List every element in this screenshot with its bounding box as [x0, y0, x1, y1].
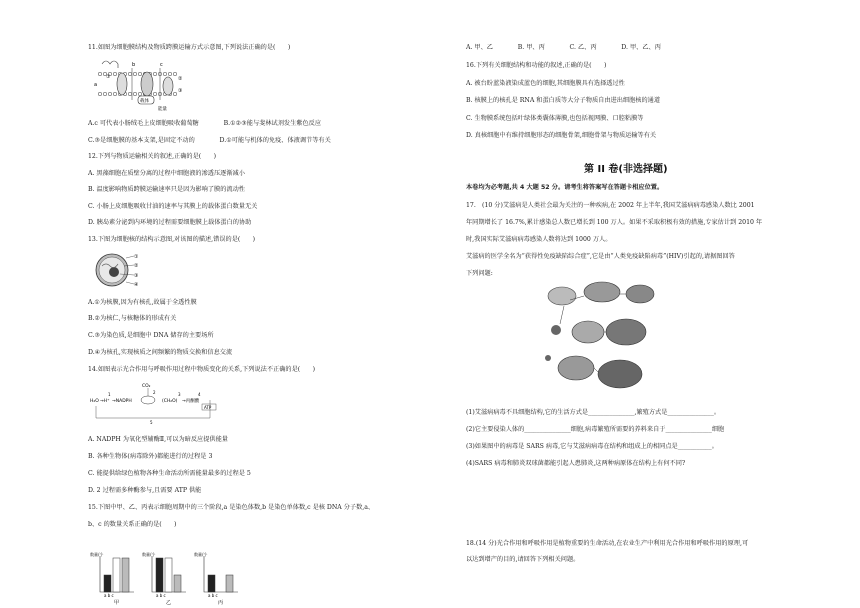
- q16-option-b: B. 核膜上的核孔是 RNA 和蛋白质等大分子物质自由进出细胞核的通道: [466, 97, 661, 104]
- label-2: ②: [178, 76, 183, 82]
- section-note: 本卷均为必考题,共 4 大题 52 分。请考生将答案写在答题卡相应位置。: [466, 184, 664, 191]
- chart-ylabel: 数量/个: [90, 552, 104, 557]
- q14-option-b: B. 各种生物体(病毒除外)都能进行的过程是 3: [88, 453, 213, 460]
- q11-options-cd: C.③是细胞膜的基本支架,是固定不动的 D.①可能与机体的免疫、体液调节等有关: [88, 137, 331, 144]
- nucleus-label-4: ④: [134, 282, 139, 288]
- chart-bar: [113, 558, 120, 592]
- host-cell-4: [598, 360, 642, 388]
- q12-option-a: A. 黑藻细胞在质壁分离的过程中细胞液的渗透压逐渐减小: [88, 170, 245, 177]
- membrane-diagram: [92, 56, 188, 112]
- phospholipid-head: [128, 72, 132, 76]
- chart-bar: [156, 558, 163, 592]
- virus-cell-2: [584, 282, 620, 302]
- phospholipid-head: [113, 92, 117, 96]
- flow-atp: ATP: [204, 405, 212, 410]
- flow-h2o: H₂O: [90, 399, 99, 404]
- q17-sub4: (4)SARS 病毒和肺炎双球菌都能引起人患肺炎,这两种病原体在结构上有何不同?: [466, 460, 686, 467]
- nucleus-diagram: [94, 248, 140, 292]
- q12-option-b: B. 温度影响物质跨膜运输速率只是因为影响了膜的流动性: [88, 186, 245, 193]
- q17-line4: 艾滋病的医学全名为“获得性免疫缺陷综合症”,它是由“人类免疫缺陷病毒”(HIV)引起的,请据图回答: [466, 253, 735, 260]
- q13-option-d: D.④为核孔,实现核质之间频繁的物质交换和信息交流: [88, 349, 233, 356]
- chart-caption: 乙: [166, 600, 172, 606]
- chart-jia: [90, 551, 134, 606]
- protein-1: [117, 73, 127, 95]
- metabolism-flow-diagram: [90, 380, 240, 426]
- flow-step-2: 2: [153, 390, 156, 395]
- chart-bar: [104, 575, 111, 592]
- q14-stem: 14.如图表示光合作用与呼吸作用过程中物质变化的关系,下列说法不正确的是( ): [88, 366, 316, 373]
- q16-stem: 16.下列有关细胞结构和功能的叙述,正确的是( ): [466, 62, 607, 69]
- flow-nadph: →NADPH: [112, 399, 132, 404]
- chart-bar: [165, 558, 172, 592]
- phospholipid-head: [168, 72, 172, 76]
- phospholipid-head: [113, 72, 117, 76]
- section-title: 第 II 卷(非选择题): [584, 164, 668, 175]
- flow-step-4: 4: [198, 392, 201, 397]
- flow-pyruvate: →丙酮酸: [182, 399, 200, 404]
- q13-option-a: A.①为核膜,因为有核孔,故属于全透性膜: [88, 299, 197, 306]
- q12-stem: 12.下列与物质运输相关的叙述,正确的是( ): [88, 153, 217, 160]
- q13-option-b: B.②为核仁,与核糖体的形成有关: [88, 315, 177, 322]
- label-a: a: [94, 82, 98, 88]
- cell-cycle-bar-charts: [90, 546, 240, 606]
- label-3: ③: [178, 88, 183, 94]
- hiv-infection-illustration: [540, 280, 670, 396]
- chart-caption: 甲: [114, 600, 120, 606]
- flow-step-1: 1: [108, 392, 111, 397]
- flow-cycle: [141, 396, 155, 404]
- q12-option-d: D. 胰岛素分泌到内环境的过程需要细胞膜上载体蛋白的协助: [88, 219, 252, 226]
- virus-particle-2: [545, 355, 551, 361]
- phospholipid-head: [138, 92, 142, 96]
- phospholipid-head: [173, 72, 177, 76]
- chart-bar: [226, 575, 233, 592]
- host-cell-2: [606, 319, 646, 345]
- q16-option-c: C. 生物膜系统包括叶绿体类囊体薄膜,也包括视网膜、口腔粘膜等: [466, 115, 644, 122]
- nucleus-label-2: ②: [134, 263, 139, 269]
- nucleus-label-1: ①: [134, 254, 139, 260]
- phospholipid-head: [138, 72, 142, 76]
- phospholipid-head: [98, 72, 102, 76]
- q17-sub2: (2)它主要侵染人体的_______________细胞,病毒繁殖所需要的养料来自于_______________细胞: [466, 426, 725, 433]
- chart-xticks: a b c: [156, 593, 166, 598]
- flow-h: →H⁺: [100, 399, 110, 404]
- chart-bing: [194, 551, 238, 606]
- q16-option-a: A. 被台盼蓝染液染成蓝色的细胞,其细胞膜具有选择透过性: [466, 80, 625, 87]
- q13-stem: 13.下图为细胞核的结构示意图,对该图的描述,错误的是( ): [88, 236, 256, 243]
- phospholipid-head: [153, 72, 157, 76]
- flow-ch2o: (CH₂O): [162, 399, 178, 404]
- host-cell-3: [558, 356, 594, 380]
- q18-line2: 以达到增产的目的,请回答下列相关问题。: [466, 556, 580, 563]
- q18-line1: 18.(14 分)光合作用和呼吸作用是植物重要的生命活动,在农业生产中利用光合作用和呼吸作用的原理,可: [466, 540, 749, 547]
- chart-yi: [142, 551, 186, 606]
- nucleolus: [109, 267, 119, 277]
- virus-particle-1: [551, 325, 561, 335]
- chart-ylabel: 数量/个: [142, 552, 156, 557]
- phospholipid-head: [108, 92, 112, 96]
- label-c: c: [160, 62, 163, 68]
- phospholipid-head: [128, 92, 132, 96]
- phospholipid-head: [173, 92, 177, 96]
- chart-bar: [122, 558, 129, 592]
- phospholipid-head: [163, 72, 167, 76]
- chart-bar: [174, 575, 181, 592]
- virus-cell-3: [626, 285, 654, 303]
- q15-stem-line2: b、c 的数量关系正确的是( ): [88, 521, 177, 528]
- chart-bar: [208, 575, 215, 592]
- chart-caption: 丙: [218, 600, 224, 606]
- q15-options: A. 甲、乙 B. 甲、丙 C. 乙、丙 D. 甲、乙、丙: [466, 44, 661, 51]
- chart-ylabel: 数量/个: [194, 552, 208, 557]
- q11-stem: 11.如图为细胞膜结构及物质跨膜运输方式示意图,下列说法正确的是( ): [88, 44, 291, 51]
- q12-option-c: C. 小肠上皮细胞吸收甘油的速率与其膜上的载体蛋白数量无关: [88, 203, 258, 210]
- q14-option-a: A. NADPH 为氧化型辅酶Ⅱ,可以为暗反应提供能量: [88, 436, 228, 443]
- q16-option-d: D. 真核细胞中有维持细胞形态的细胞骨架,细胞骨架与物质运输等有关: [466, 132, 657, 139]
- glycoprotein: [102, 61, 118, 68]
- q17-sub1: (1)艾滋病病毒不具细胞结构,它的生活方式是_______________,繁殖方式是_______________。: [466, 409, 721, 416]
- q17-line2: 年同期增长了 16.7%,累计感染总人数已增长到 100 万人。如果不采取积极有效的措施,专家估计到 2010 年: [466, 219, 763, 226]
- q17-sub3: (3)如果图中的病毒是 SARS 病毒,它与艾滋病病毒在结构和组成上的相同点是___________。: [466, 443, 718, 450]
- q17-line5: 下列问题:: [466, 270, 493, 277]
- phospholipid-head: [103, 92, 107, 96]
- virus-cell-1: [548, 287, 576, 305]
- flow-co2: CO₂: [142, 384, 151, 389]
- label-b: b: [132, 62, 136, 68]
- phospholipid-head: [98, 92, 102, 96]
- nucleus-label-3: ③: [134, 273, 139, 279]
- protein-3: [163, 77, 173, 95]
- flow-step-3: 3: [178, 392, 181, 397]
- chart-xticks: a b c: [104, 593, 114, 598]
- flow-step-5: 5: [150, 420, 153, 425]
- phospholipid-head: [153, 92, 157, 96]
- q11-options-ab: A.c 可代表小肠绒毛上皮细胞吸收葡萄糖 B.①②③能与斐林试剂发生紫色反应: [88, 120, 322, 127]
- phospholipid-head: [133, 92, 137, 96]
- phospholipid-head: [133, 72, 137, 76]
- q15-stem-line1: 15.下图中甲、乙、丙表示细胞周期中的三个阶段,a 是染色体数,b 是染色单体数,c 是核 DNA 分子数,a、: [88, 504, 375, 511]
- q14-option-c: C. 能提供给绿色植物各种生命活动所需能量最多的过程是 5: [88, 470, 251, 477]
- chart-xticks: a b c: [208, 593, 218, 598]
- q13-option-c: C.③为染色质,是细胞中 DNA 储存的主要场所: [88, 332, 214, 339]
- q14-option-d: D. 2 过程需多种酶参与,且需要 ATP 供能: [88, 487, 202, 494]
- carrier-label: 载体: [140, 99, 149, 104]
- q17-line1: 17. (10 分)艾滋病是人类社会最为关注的一种疾病,在 2002 年上半年,我国艾滋病病毒感染人数比 2001: [466, 202, 755, 209]
- energy-label: 能量: [158, 107, 167, 112]
- protein-2: [141, 72, 153, 96]
- label-1: ①: [106, 74, 111, 80]
- host-cell-1: [572, 321, 604, 343]
- q17-line3: 时,我国实际艾滋病病毒感染人数将达到 1000 万人。: [466, 236, 612, 243]
